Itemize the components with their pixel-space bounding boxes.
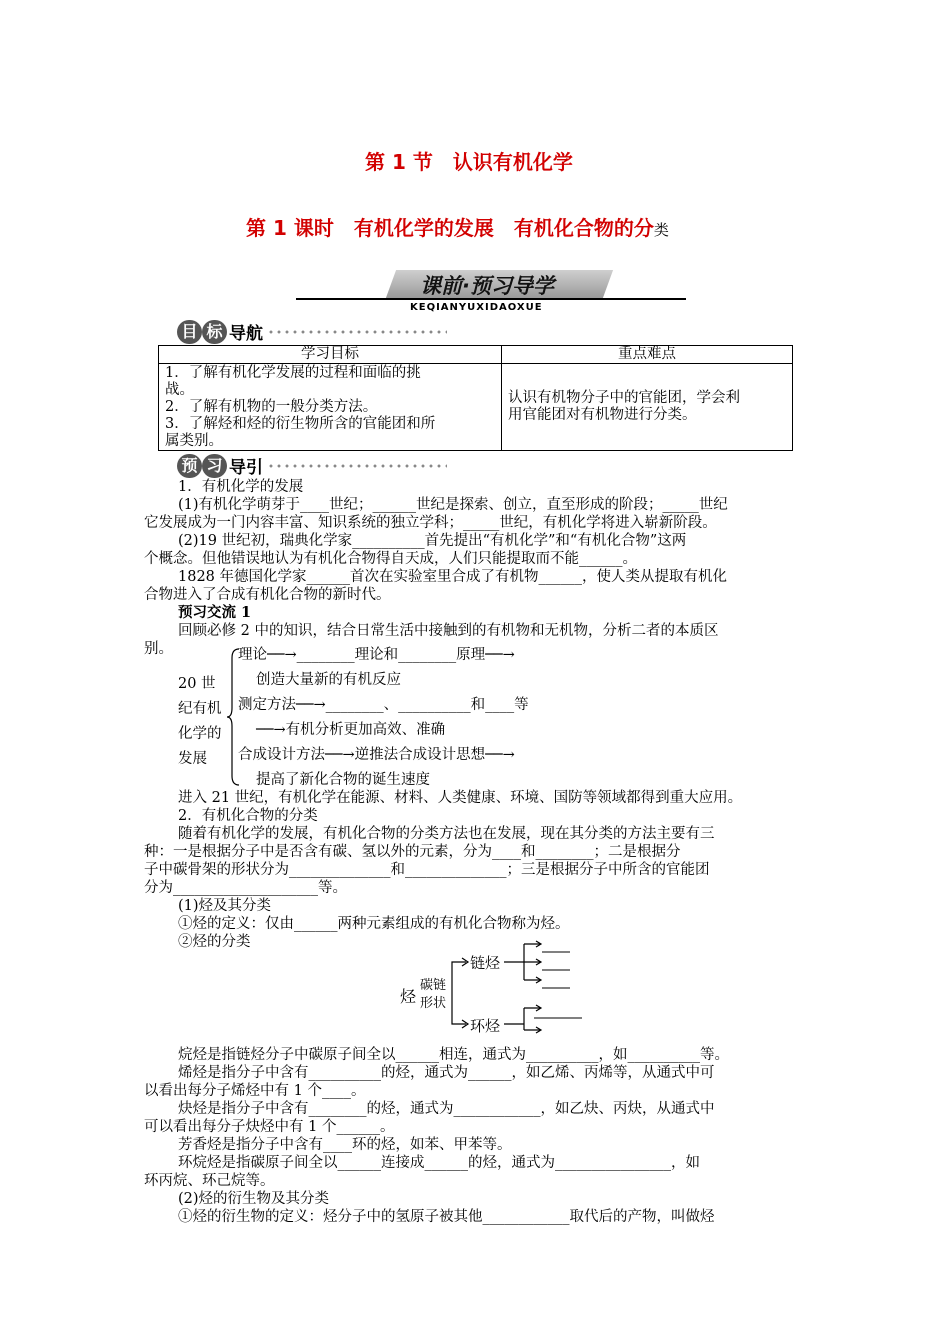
guide-line: 随着有机化学的发展，有机化合物的分类方法也在发展，现在其分类的方法主要有三 <box>178 826 715 842</box>
guide-line: 环烷烃是指碳原子间全以______连接成______的烃，通式为________________，如 <box>178 1155 700 1171</box>
diagram-left-label <box>178 672 222 772</box>
guide-line: 它发展成为一门内容丰富、知识系统的独立学科；_____世纪，有机化学将进入崭新阶段。 <box>144 515 717 531</box>
guide-heading <box>177 453 447 478</box>
guide-line: 进入 21 世纪，有机化学在能源、材料、人类健康、环境、国防等领域都得到重大应用。 <box>178 790 743 806</box>
goals-heading-dots <box>267 327 447 337</box>
guide-line: 烯烃是指分子中含有__________的烃，通式为______，如乙烯、丙烯等，从通式中可 <box>178 1065 715 1081</box>
tree-branch-bottom: 形状 <box>420 996 447 1011</box>
guide-line: (2)19 世纪初，瑞典化学家__________首先提出“有机化学”和“有机化合物”这两 <box>178 533 687 549</box>
section-title: 第 1 节 认识有机化学 <box>365 150 573 174</box>
guide-line: 可以看出每分子炔烃中有 1 个______。 <box>144 1119 395 1135</box>
guide-line: (1)有机化学萌芽于____世纪；______世纪是探索、创立，直至形成的阶段；_____世纪 <box>178 497 728 513</box>
guide-line: 回顾必修 2 中的知识，结合日常生活中接触到的有机物和无机物，分析二者的本质区 <box>178 623 719 639</box>
guide-line: 1．有机化学的发展 <box>178 479 304 495</box>
goals-heading-char-2: 标 <box>202 320 227 344</box>
guide-line: 环丙烷、环己烷等。 <box>144 1173 275 1189</box>
tree-branch-top: 碳链 <box>420 978 447 993</box>
guide-line: (1)烃及其分类 <box>178 898 272 914</box>
keypoints-col-header: 重点难点 <box>502 346 793 364</box>
banner-subtitle: KEQIANYUXIDAOXUE <box>410 302 543 313</box>
tree-child-chain: 链烃 <box>470 954 501 972</box>
guide-line: ②烃的分类 <box>178 934 251 950</box>
goals-heading-text: 导航 <box>229 324 263 344</box>
keypoint-line: 用官能团对有机物进行分类。 <box>508 407 697 423</box>
guide-line: ①烃的衍生物的定义：烃分子中的氢原子被其他____________取代后的产物，叫做烃 <box>178 1209 715 1225</box>
goals-cell <box>159 364 502 451</box>
diagram-row: 提高了新化合物的诞生速度 <box>256 772 430 788</box>
goal-line: 属类别。 <box>165 433 223 449</box>
diagram-left-line: 纪有机 <box>178 701 222 717</box>
guide-heading-char-2: 习 <box>202 454 227 478</box>
guide-line: 以看出每分子烯烃中有 1 个____。 <box>144 1083 366 1099</box>
diagram-row: 创造大量新的有机反应 <box>256 672 401 688</box>
guide-line: 烷烃是指链烃分子中碳原子间全以______相连，通式为__________，如__________等。 <box>178 1047 729 1063</box>
guide-line: 别。 <box>144 641 173 657</box>
diagram-row: ──→有机分析更加高效、准确 <box>256 722 446 738</box>
diagram-left-line: 化学的 <box>178 726 222 742</box>
tree-lines <box>448 938 588 1034</box>
goals-heading <box>177 319 447 344</box>
goal-line: 1．了解有机化学发展的过程和面临的挑 <box>165 365 421 381</box>
goals-col-header: 学习目标 <box>159 346 502 364</box>
guide-line: 2．有机化合物的分类 <box>178 808 318 824</box>
guide-line: 子中碳骨架的形状分为______________和______________；三是根据分子中所含的官能团 <box>144 862 710 878</box>
guide-line: 个概念。但他错误地认为有机化合物得自天成，人们只能提取而不能______。 <box>144 551 637 567</box>
goals-heading-char-1: 目 <box>177 320 202 344</box>
lesson-title <box>246 212 669 241</box>
guide-line: 分为____________________等。 <box>144 880 347 896</box>
diagram-row: 测定方法──→________、__________和____等 <box>238 697 529 713</box>
diagram-left-line: 20 世 <box>178 676 216 692</box>
goal-line: 2．了解有机物的一般分类方法。 <box>165 399 378 415</box>
keypoint-line: 认识有机物分子中的官能团，学会利 <box>508 390 740 406</box>
guide-heading-text: 导引 <box>229 458 263 478</box>
diagram-left-line: 发展 <box>178 751 207 767</box>
lesson-title-main: 第 1 课时 有机化学的发展 有机化合物的分 <box>246 216 654 240</box>
guide-line: 炔烃是指分子中含有________的烃，通式为____________，如乙炔、丙炔，从通式中 <box>178 1101 715 1117</box>
guide-line: 1828 年德国化学家______首次在实验室里合成了有机物______，使人类从提取有机化 <box>178 569 728 585</box>
banner-rule <box>296 298 686 300</box>
diagram-row: 合成设计方法──→逆推法合成设计思想──→ <box>238 747 515 763</box>
goal-line: 3．了解烃和烃的衍生物所含的官能团和所 <box>165 416 436 432</box>
guide-heading-char-1: 预 <box>177 454 202 478</box>
tree-root: 烃 <box>400 987 417 1006</box>
guide-line: 芳香烃是指分子中含有____环的烃，如苯、甲苯等。 <box>178 1137 512 1153</box>
guide-heading-dots <box>267 461 447 471</box>
diagram-brace <box>226 648 240 786</box>
keypoints-cell <box>502 364 793 451</box>
banner-title: 课前·预习导学 <box>420 274 554 298</box>
guide-line: 合物进入了合成有机化合物的新时代。 <box>144 587 391 603</box>
preview-exchange-title: 预习交流 1 <box>178 604 252 621</box>
guide-line: ①烃的定义：仅由______两种元素组成的有机化合物称为烃。 <box>178 916 570 932</box>
goals-table <box>158 345 793 451</box>
guide-line: (2)烃的衍生物及其分类 <box>178 1191 330 1207</box>
guide-line: 种：一是根据分子中是否含有碳、氢以外的元素，分为____和________；二是根据分 <box>144 844 681 860</box>
goals-heading-badge <box>177 320 227 344</box>
guide-heading-badge <box>177 454 227 478</box>
diagram-row: 理论──→________理论和________原理──→ <box>238 647 515 663</box>
lesson-title-tail: 类 <box>653 221 669 239</box>
tree-child-ring: 环烃 <box>470 1017 501 1035</box>
goal-line: 战。 <box>165 382 194 398</box>
